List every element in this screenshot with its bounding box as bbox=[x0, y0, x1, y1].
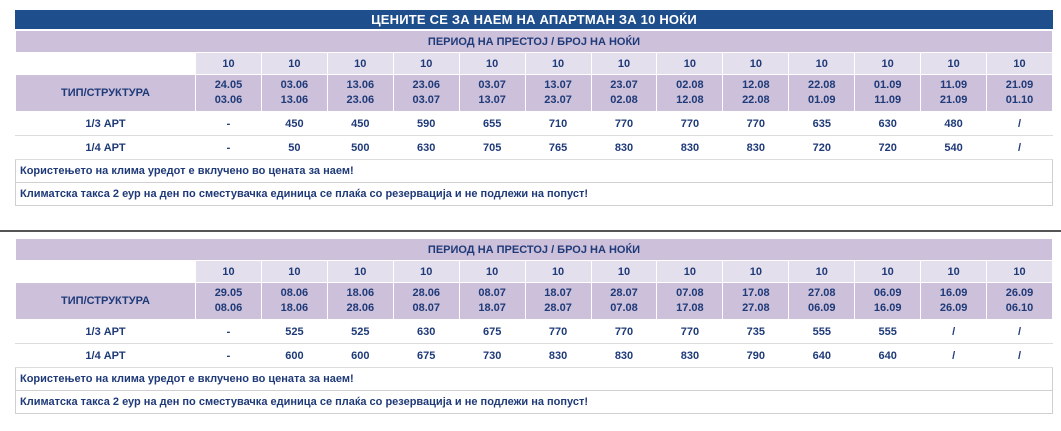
price-cell: - bbox=[196, 320, 262, 344]
price-cell: - bbox=[196, 112, 262, 136]
price-cell: / bbox=[987, 320, 1053, 344]
nights-cell: 10 bbox=[459, 261, 525, 283]
date-range-cell bbox=[789, 283, 855, 320]
date-to: 01.09 bbox=[807, 94, 836, 106]
date-to: 06.09 bbox=[807, 302, 836, 314]
date-to: 08.06 bbox=[214, 302, 243, 314]
price-cell: 735 bbox=[723, 320, 789, 344]
nights-cell: 10 bbox=[393, 261, 459, 283]
note-text: Климатска такса 2 еур на ден по сместувачка единица се плаќа со резервација и не подлежи на попуст! bbox=[16, 391, 1053, 414]
price-table-1 bbox=[15, 30, 1053, 206]
date-range-cell bbox=[921, 283, 987, 320]
nights-row-blank bbox=[16, 261, 196, 283]
price-cell: 540 bbox=[921, 136, 987, 160]
price-cell: 770 bbox=[591, 112, 657, 136]
date-range-cell bbox=[657, 283, 723, 320]
apartment-type-label: 1/4 АРТ bbox=[16, 344, 196, 368]
date-from: 03.07 bbox=[478, 79, 506, 91]
date-range-cell bbox=[789, 75, 855, 112]
date-range-cell bbox=[196, 283, 262, 320]
note-text: Користењето на клима уредот е вклучено во цената за наем! bbox=[16, 160, 1053, 183]
nights-cell: 10 bbox=[591, 53, 657, 75]
date-from: 28.06 bbox=[412, 287, 440, 299]
date-range-cell bbox=[327, 283, 393, 320]
page-title: ЦЕНИТЕ СЕ ЗА НАЕМ НА АПАРТМАН ЗА 10 НОЌИ bbox=[15, 10, 1053, 29]
date-range-cell bbox=[591, 75, 657, 112]
date-to: 17.08 bbox=[676, 302, 704, 314]
price-cell: 630 bbox=[855, 112, 921, 136]
price-cell: 525 bbox=[327, 320, 393, 344]
date-to: 03.06 bbox=[214, 94, 243, 106]
date-range-cell bbox=[196, 75, 262, 112]
table-row bbox=[16, 112, 1053, 136]
date-to: 23.06 bbox=[346, 94, 375, 106]
date-range-cell bbox=[459, 75, 525, 112]
date-range-cell bbox=[459, 283, 525, 320]
date-from: 02.08 bbox=[676, 79, 704, 91]
date-to: 03.07 bbox=[412, 94, 440, 106]
nights-cell: 10 bbox=[327, 261, 393, 283]
price-cell: 600 bbox=[327, 344, 393, 368]
nights-cell: 10 bbox=[459, 53, 525, 75]
date-range-cell bbox=[261, 283, 327, 320]
price-cell: - bbox=[196, 344, 262, 368]
nights-cell: 10 bbox=[525, 53, 591, 75]
date-range-cell bbox=[855, 75, 921, 112]
date-from: 18.06 bbox=[346, 287, 375, 299]
price-cell: 830 bbox=[591, 136, 657, 160]
price-cell: 500 bbox=[327, 136, 393, 160]
nights-cell: 10 bbox=[327, 53, 393, 75]
type-structure-header: ТИП/СТРУКТУРА bbox=[16, 75, 196, 112]
date-from: 18.07 bbox=[544, 287, 572, 299]
apartment-type-label: 1/4 АРТ bbox=[16, 136, 196, 160]
price-cell: 655 bbox=[459, 112, 525, 136]
date-range-cell bbox=[723, 75, 789, 112]
date-from: 07.08 bbox=[676, 287, 704, 299]
price-cell: 770 bbox=[723, 112, 789, 136]
price-cell: 830 bbox=[657, 344, 723, 368]
nights-cell: 10 bbox=[987, 53, 1053, 75]
nights-cell: 10 bbox=[261, 261, 327, 283]
price-cell: 640 bbox=[789, 344, 855, 368]
price-cell: 830 bbox=[723, 136, 789, 160]
date-from: 12.08 bbox=[742, 79, 770, 91]
price-cell: / bbox=[987, 136, 1053, 160]
date-range-cell bbox=[855, 283, 921, 320]
price-cell: - bbox=[196, 136, 262, 160]
nights-cell: 10 bbox=[921, 261, 987, 283]
price-cell: 720 bbox=[855, 136, 921, 160]
nights-cell: 10 bbox=[723, 261, 789, 283]
nights-cell: 10 bbox=[855, 53, 921, 75]
date-to: 08.07 bbox=[412, 302, 440, 314]
nights-cell: 10 bbox=[987, 261, 1053, 283]
price-cell: 770 bbox=[657, 320, 723, 344]
date-to: 07.08 bbox=[610, 302, 638, 314]
date-to: 21.09 bbox=[939, 94, 968, 106]
price-cell: 50 bbox=[261, 136, 327, 160]
price-cell: 635 bbox=[789, 112, 855, 136]
date-from: 28.07 bbox=[610, 287, 638, 299]
date-to: 28.07 bbox=[544, 302, 572, 314]
date-from: 16.09 bbox=[939, 287, 968, 299]
date-to: 18.07 bbox=[478, 302, 506, 314]
date-to: 12.08 bbox=[676, 94, 704, 106]
nights-row-blank bbox=[16, 53, 196, 75]
nights-cell: 10 bbox=[723, 53, 789, 75]
date-to: 06.10 bbox=[1005, 302, 1034, 314]
date-from: 21.09 bbox=[1005, 79, 1034, 91]
date-range-cell bbox=[723, 283, 789, 320]
nights-cell: 10 bbox=[261, 53, 327, 75]
date-from: 27.08 bbox=[807, 287, 836, 299]
price-cell: 730 bbox=[459, 344, 525, 368]
apartment-type-label: 1/3 АРТ bbox=[16, 112, 196, 136]
price-cell: 830 bbox=[591, 344, 657, 368]
date-from: 23.06 bbox=[412, 79, 440, 91]
nights-cell: 10 bbox=[921, 53, 987, 75]
note-text: Климатска такса 2 еур на ден по сместувачка единица се плаќа со резервација и не подлежи на попуст! bbox=[16, 183, 1053, 206]
price-cell: 480 bbox=[921, 112, 987, 136]
period-header: ПЕРИОД НА ПРЕСТОЈ / БРОЈ НА НОЌИ bbox=[16, 31, 1053, 53]
date-from: 06.09 bbox=[873, 287, 902, 299]
type-structure-header: ТИП/СТРУКТУРА bbox=[16, 283, 196, 320]
date-to: 13.07 bbox=[478, 94, 506, 106]
table-row bbox=[16, 136, 1053, 160]
price-cell: / bbox=[987, 344, 1053, 368]
date-range-cell bbox=[525, 75, 591, 112]
table-row bbox=[16, 344, 1053, 368]
table-row bbox=[16, 320, 1053, 344]
date-to: 23.07 bbox=[544, 94, 572, 106]
nights-cell: 10 bbox=[789, 261, 855, 283]
date-range-cell bbox=[987, 283, 1053, 320]
date-range-cell bbox=[261, 75, 327, 112]
date-to: 26.09 bbox=[939, 302, 968, 314]
price-cell: 600 bbox=[261, 344, 327, 368]
price-cell: 705 bbox=[459, 136, 525, 160]
date-to: 01.10 bbox=[1005, 94, 1034, 106]
price-cell: 450 bbox=[261, 112, 327, 136]
price-cell: / bbox=[987, 112, 1053, 136]
price-cell: 590 bbox=[393, 112, 459, 136]
nights-cell: 10 bbox=[591, 261, 657, 283]
nights-cell: 10 bbox=[789, 53, 855, 75]
price-cell: 770 bbox=[591, 320, 657, 344]
date-to: 02.08 bbox=[610, 94, 638, 106]
price-cell: 640 bbox=[855, 344, 921, 368]
price-cell: 630 bbox=[393, 320, 459, 344]
date-from: 13.07 bbox=[544, 79, 572, 91]
period-header: ПЕРИОД НА ПРЕСТОЈ / БРОЈ НА НОЌИ bbox=[16, 239, 1053, 261]
date-range-cell bbox=[393, 283, 459, 320]
date-to: 18.06 bbox=[280, 302, 309, 314]
date-to: 28.06 bbox=[346, 302, 375, 314]
price-cell: / bbox=[921, 344, 987, 368]
date-to: 22.08 bbox=[742, 94, 770, 106]
date-from: 13.06 bbox=[346, 79, 375, 91]
price-cell: 770 bbox=[657, 112, 723, 136]
note-text: Користењето на клима уредот е вклучено во цената за наем! bbox=[16, 368, 1053, 391]
date-range-cell bbox=[657, 75, 723, 112]
date-range-cell bbox=[987, 75, 1053, 112]
price-table-2 bbox=[15, 238, 1053, 414]
date-from: 24.05 bbox=[214, 79, 243, 91]
price-cell: 830 bbox=[525, 344, 591, 368]
nights-cell: 10 bbox=[196, 261, 262, 283]
date-from: 08.06 bbox=[280, 287, 309, 299]
price-cell: 770 bbox=[525, 320, 591, 344]
price-cell: 830 bbox=[657, 136, 723, 160]
price-cell: 555 bbox=[789, 320, 855, 344]
price-cell: 630 bbox=[393, 136, 459, 160]
price-cell: 450 bbox=[327, 112, 393, 136]
date-from: 03.06 bbox=[280, 79, 309, 91]
date-range-cell bbox=[921, 75, 987, 112]
nights-cell: 10 bbox=[855, 261, 921, 283]
date-to: 27.08 bbox=[742, 302, 770, 314]
price-cell: / bbox=[921, 320, 987, 344]
nights-cell: 10 bbox=[196, 53, 262, 75]
date-to: 11.09 bbox=[874, 94, 902, 106]
price-cell: 555 bbox=[855, 320, 921, 344]
date-from: 26.09 bbox=[1005, 287, 1034, 299]
date-range-cell bbox=[327, 75, 393, 112]
date-from: 22.08 bbox=[807, 79, 836, 91]
price-cell: 790 bbox=[723, 344, 789, 368]
date-from: 29.05 bbox=[214, 287, 243, 299]
date-from: 17.08 bbox=[742, 287, 770, 299]
price-cell: 675 bbox=[459, 320, 525, 344]
nights-cell: 10 bbox=[657, 261, 723, 283]
date-from: 11.09 bbox=[940, 79, 968, 91]
price-cell: 710 bbox=[525, 112, 591, 136]
nights-cell: 10 bbox=[393, 53, 459, 75]
date-to: 16.09 bbox=[873, 302, 902, 314]
price-cell: 525 bbox=[261, 320, 327, 344]
nights-cell: 10 bbox=[657, 53, 723, 75]
date-range-cell bbox=[591, 283, 657, 320]
date-from: 08.07 bbox=[478, 287, 506, 299]
price-cell: 675 bbox=[393, 344, 459, 368]
date-range-cell bbox=[525, 283, 591, 320]
price-cell: 765 bbox=[525, 136, 591, 160]
date-range-cell bbox=[393, 75, 459, 112]
nights-cell: 10 bbox=[525, 261, 591, 283]
price-cell: 720 bbox=[789, 136, 855, 160]
date-from: 01.09 bbox=[873, 79, 902, 91]
section-divider bbox=[0, 230, 1061, 232]
date-to: 13.06 bbox=[280, 94, 309, 106]
date-from: 23.07 bbox=[610, 79, 638, 91]
apartment-type-label: 1/3 АРТ bbox=[16, 320, 196, 344]
